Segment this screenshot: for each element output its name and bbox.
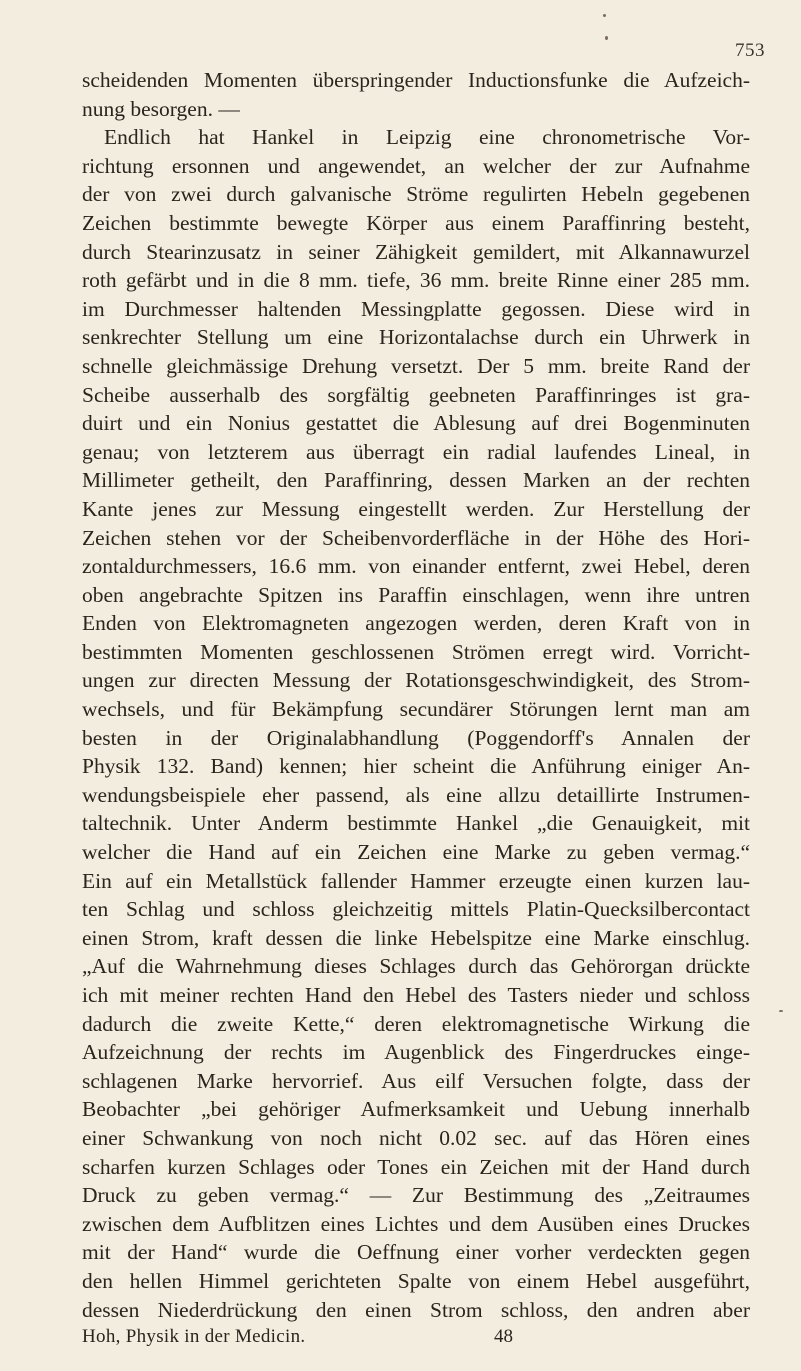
signature-mark: 48: [494, 1326, 513, 1347]
text-line: Ein auf ein Metallstück fallender Hammer erzeugte einen kurzen lau-: [82, 868, 750, 893]
text-line: richtung ersonnen und angewendet, an welcher der zur Aufnahme: [82, 153, 750, 178]
text-line: zwischen dem Aufblitzen eines Lichtes und dem Ausüben eines Druckes: [82, 1211, 750, 1236]
text-line: zontaldurchmessers, 16.6 mm. von einander entfernt, zwei Hebel, deren: [82, 554, 750, 579]
text-line: bestimmten Momenten geschlossenen Strömen erregt wird. Vorricht-: [82, 639, 750, 664]
text-line: senkrechter Stellung um eine Horizontalachse durch ein Uhrwerk in: [82, 325, 750, 350]
text-line: Beobachter „bei gehöriger Aufmerksamkeit und Uebung innerhalb: [82, 1097, 750, 1122]
text-line: einer Schwankung von noch nicht 0.02 sec. auf das Hören eines: [82, 1125, 750, 1150]
text-line: duirt und ein Nonius gestattet die Ablesung auf drei Bogenminuten: [82, 411, 750, 436]
text-line: dessen Niederdrückung den einen Strom schloss, den andren aber: [82, 1297, 750, 1322]
text-line: scharfen kurzen Schlages oder Tones ein Zeichen mit der Hand durch: [82, 1154, 750, 1179]
text-line: nung besorgen. —: [82, 96, 240, 121]
text-line: Zeichen bestimmte bewegte Körper aus einem Paraffinring besteht,: [82, 210, 750, 235]
text-line: schlagenen Marke hervorrief. Aus eilf Versuchen folgte, dass der: [82, 1068, 750, 1093]
text-line: Enden von Elektromagneten angezogen werden, deren Kraft von in: [82, 611, 750, 636]
text-line: Millimeter getheilt, den Paraffinring, dessen Marken an der rechten: [82, 468, 750, 493]
text-line: besten in der Originalabhandlung (Poggendorff's Annalen der: [82, 725, 750, 750]
text-line: scheidenden Momenten überspringender Inductionsfunke die Aufzeich-: [82, 68, 750, 92]
text-line: Druck zu geben vermag.“ — Zur Bestimmung des „Zeitraumes: [82, 1183, 750, 1208]
text-line: wendungsbeispiele eher passend, als eine allzu detaillirte Instrumen-: [82, 782, 750, 807]
page-number: 753: [735, 40, 765, 61]
text-line: durch Stearinzusatz in seiner Zähigkeit gemildert, mit Alkannawurzel: [82, 239, 750, 264]
paper-speck: [605, 36, 608, 40]
text-line: einen Strom, kraft dessen die linke Hebelspitze eine Marke einschlug.: [82, 925, 750, 950]
text-line: Aufzeichnung der rechts im Augenblick des Fingerdruckes einge-: [82, 1040, 750, 1065]
text-line: genau; von letzterem aus überragt ein radial laufendes Lineal, in: [82, 439, 750, 464]
text-line: Zeichen stehen vor der Scheibenvorderfläche in der Höhe des Hori-: [82, 525, 750, 550]
text-line: taltechnik. Unter Anderm bestimmte Hankel „die Genauigkeit, mit: [82, 811, 750, 836]
text-line: ten Schlag und schloss gleichzeitig mittels Platin-Quecksilbercontact: [82, 897, 750, 922]
paper-speck: [779, 1010, 783, 1012]
text-line: „Auf die Wahrnehmung dieses Schlages durch das Gehörorgan drückte: [82, 954, 750, 979]
text-line: schnelle gleichmässige Drehung versetzt. Der 5 mm. breite Rand der: [82, 353, 750, 378]
paper-speck: [603, 14, 606, 17]
body-text: [82, 66, 750, 1324]
text-line: welcher die Hand auf ein Zeichen eine Marke zu geben vermag.“: [82, 840, 750, 865]
running-footer-title: Hoh, Physik in der Medicin.: [82, 1326, 306, 1347]
text-line: mit der Hand“ wurde die Oeffnung einer vorher verdeckten gegen: [82, 1240, 750, 1265]
text-line: Kante jenes zur Messung eingestellt werden. Zur Herstellung der: [82, 496, 750, 521]
page-footer: [82, 1324, 750, 1350]
text-line: der von zwei durch galvanische Ströme regulirten Hebeln gegebenen: [82, 182, 750, 207]
text-line: im Durchmesser haltenden Messingplatte gegossen. Diese wird in: [82, 296, 750, 321]
text-line: ungen zur directen Messung der Rotationsgeschwindigkeit, des Strom-: [82, 668, 750, 693]
text-line: Scheibe ausserhalb des sorgfältig geebneten Paraffinringes ist gra-: [82, 382, 750, 407]
text-line: wechsels, und für Bekämpfung secundärer Störungen lernt man am: [82, 697, 750, 722]
text-line: Physik 132. Band) kennen; hier scheint die Anführung einiger An-: [82, 754, 750, 779]
text-line: ich mit meiner rechten Hand den Hebel des Tasters nieder und schloss: [82, 983, 750, 1007]
text-line: roth gefärbt und in die 8 mm. tiefe, 36 mm. breite Rinne einer 285 mm.: [82, 268, 750, 293]
text-line: oben angebrachte Spitzen ins Paraffin einschlagen, wenn ihre untren: [82, 582, 750, 607]
text-line: dadurch die zweite Kette,“ deren elektromagnetische Wirkung die: [82, 1011, 750, 1036]
text-line: den hellen Himmel gerichteten Spalte von einem Hebel ausgeführt,: [82, 1268, 750, 1293]
text-line: Endlich hat Hankel in Leipzig eine chronometrische Vor-: [104, 125, 750, 150]
